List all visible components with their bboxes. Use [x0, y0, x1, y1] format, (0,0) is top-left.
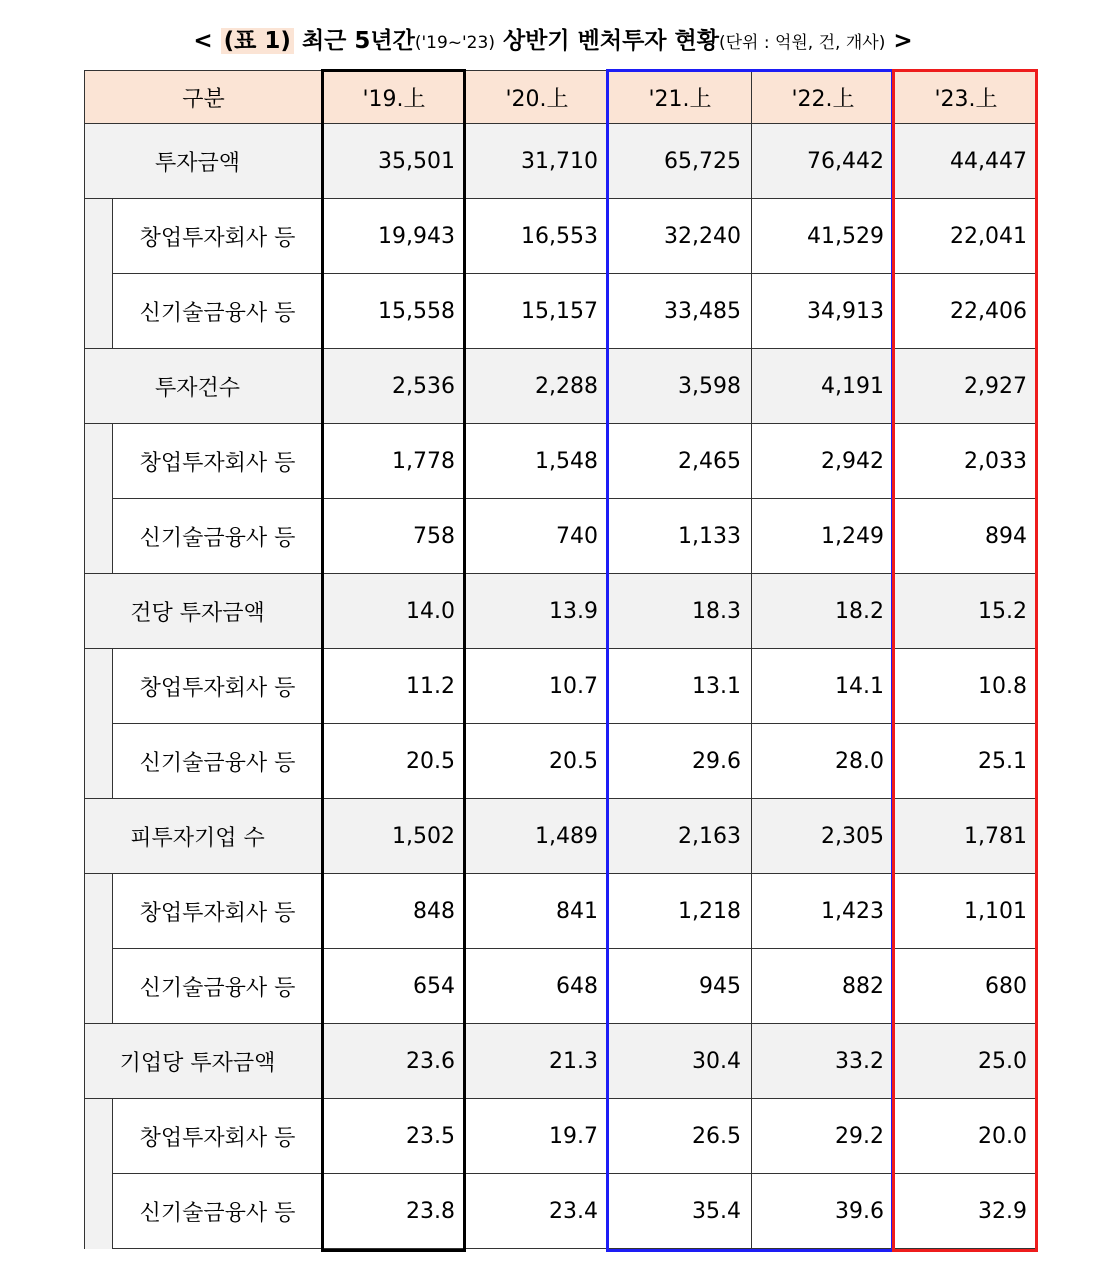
cell-value: 65,725: [609, 124, 752, 199]
cell-value: 1,502: [323, 799, 466, 874]
header-period: '19.上: [323, 71, 466, 124]
cell-value: 20.5: [466, 724, 609, 799]
cell-value: 23.6: [323, 1024, 466, 1099]
cell-value: 23.8: [323, 1174, 466, 1249]
group-label: 기업당 투자금액: [85, 1024, 323, 1099]
cell-value: 894: [895, 499, 1038, 574]
header-period: '23.上: [895, 71, 1038, 124]
cell-value: 29.2: [752, 1099, 895, 1174]
indent-cell: [85, 499, 113, 574]
cell-value: 32,240: [609, 199, 752, 274]
cell-value: 44,447: [895, 124, 1038, 199]
indent-cell: [85, 949, 113, 1024]
cell-value: 1,218: [609, 874, 752, 949]
cell-value: 1,133: [609, 499, 752, 574]
indent-cell: [85, 424, 113, 499]
title-table-tag: (표 1): [221, 28, 294, 54]
table-row-sub: [85, 949, 1038, 1024]
indent-cell: [85, 199, 113, 274]
title-range: ('19~'23): [414, 33, 495, 53]
cell-value: 19,943: [323, 199, 466, 274]
cell-value: 28.0: [752, 724, 895, 799]
title-main-1: 최근 5년간: [301, 28, 415, 54]
cell-value: 1,778: [323, 424, 466, 499]
sub-label: 창업투자회사 등: [113, 874, 323, 949]
indent-cell: [85, 1174, 113, 1249]
indent-cell: [85, 874, 113, 949]
table-row-sub: [85, 1174, 1038, 1249]
table-row-group: [85, 799, 1038, 874]
cell-value: 4,191: [752, 349, 895, 424]
cell-value: 25.0: [895, 1024, 1038, 1099]
cell-value: 14.0: [323, 574, 466, 649]
sub-label: 창업투자회사 등: [113, 424, 323, 499]
table-row-group: [85, 574, 1038, 649]
header-row: [85, 71, 1038, 124]
cell-value: 10.7: [466, 649, 609, 724]
cell-value: 41,529: [752, 199, 895, 274]
cell-value: 39.6: [752, 1174, 895, 1249]
cell-value: 76,442: [752, 124, 895, 199]
cell-value: 16,553: [466, 199, 609, 274]
cell-value: 2,163: [609, 799, 752, 874]
cell-value: 21.3: [466, 1024, 609, 1099]
sub-label: 신기술금융사 등: [113, 274, 323, 349]
cell-value: 1,489: [466, 799, 609, 874]
cell-value: 1,781: [895, 799, 1038, 874]
cell-value: 35.4: [609, 1174, 752, 1249]
table-row-sub: [85, 274, 1038, 349]
table-row-sub: [85, 199, 1038, 274]
sub-label: 신기술금융사 등: [113, 724, 323, 799]
cell-value: 34,913: [752, 274, 895, 349]
cell-value: 1,249: [752, 499, 895, 574]
table-row-group: [85, 1024, 1038, 1099]
cell-value: 3,598: [609, 349, 752, 424]
sub-label: 창업투자회사 등: [113, 199, 323, 274]
table-row-sub: [85, 874, 1038, 949]
cell-value: 2,288: [466, 349, 609, 424]
cell-value: 15,558: [323, 274, 466, 349]
group-label: 건당 투자금액: [85, 574, 323, 649]
table-row-sub: [85, 1099, 1038, 1174]
cell-value: 35,501: [323, 124, 466, 199]
title-open-bracket: <: [193, 28, 213, 54]
cell-value: 2,942: [752, 424, 895, 499]
cell-value: 848: [323, 874, 466, 949]
sub-label: 신기술금융사 등: [113, 499, 323, 574]
cell-value: 25.1: [895, 724, 1038, 799]
cell-value: 2,465: [609, 424, 752, 499]
table-row-group: [85, 124, 1038, 199]
cell-value: 13.9: [466, 574, 609, 649]
indent-cell: [85, 274, 113, 349]
table-row-sub: [85, 424, 1038, 499]
cell-value: 14.1: [752, 649, 895, 724]
sub-label: 창업투자회사 등: [113, 649, 323, 724]
sub-label: 신기술금융사 등: [113, 1174, 323, 1249]
cell-value: 23.4: [466, 1174, 609, 1249]
cell-value: 2,305: [752, 799, 895, 874]
title-main-2: 상반기 벤처투자 현황: [502, 28, 719, 54]
table-container: [84, 70, 1038, 1249]
header-period: '21.上: [609, 71, 752, 124]
cell-value: 26.5: [609, 1099, 752, 1174]
cell-value: 1,423: [752, 874, 895, 949]
cell-value: 11.2: [323, 649, 466, 724]
group-label: 피투자기업 수: [85, 799, 323, 874]
sub-label: 신기술금융사 등: [113, 949, 323, 1024]
cell-value: 2,033: [895, 424, 1038, 499]
cell-value: 882: [752, 949, 895, 1024]
header-period: '20.上: [466, 71, 609, 124]
cell-value: 29.6: [609, 724, 752, 799]
table-row-group: [85, 349, 1038, 424]
table-title: [0, 22, 1106, 55]
cell-value: 1,101: [895, 874, 1038, 949]
title-close-bracket: >: [893, 28, 913, 54]
cell-value: 23.5: [323, 1099, 466, 1174]
cell-value: 32.9: [895, 1174, 1038, 1249]
cell-value: 15.2: [895, 574, 1038, 649]
cell-value: 18.3: [609, 574, 752, 649]
title-unit: (단위 : 억원, 건, 개사): [718, 33, 886, 53]
venture-investment-table: [84, 70, 1038, 1249]
cell-value: 13.1: [609, 649, 752, 724]
cell-value: 758: [323, 499, 466, 574]
indent-cell: [85, 1099, 113, 1174]
cell-value: 19.7: [466, 1099, 609, 1174]
cell-value: 22,041: [895, 199, 1038, 274]
table-row-sub: [85, 649, 1038, 724]
cell-value: 740: [466, 499, 609, 574]
cell-value: 1,548: [466, 424, 609, 499]
group-label: 투자금액: [85, 124, 323, 199]
indent-cell: [85, 649, 113, 724]
header-period: '22.上: [752, 71, 895, 124]
sub-label: 창업투자회사 등: [113, 1099, 323, 1174]
cell-value: 15,157: [466, 274, 609, 349]
cell-value: 20.0: [895, 1099, 1038, 1174]
table-row-sub: [85, 724, 1038, 799]
cell-value: 33,485: [609, 274, 752, 349]
indent-cell: [85, 724, 113, 799]
table-row-sub: [85, 499, 1038, 574]
cell-value: 18.2: [752, 574, 895, 649]
cell-value: 2,927: [895, 349, 1038, 424]
cell-value: 33.2: [752, 1024, 895, 1099]
cell-value: 945: [609, 949, 752, 1024]
group-label: 투자건수: [85, 349, 323, 424]
cell-value: 22,406: [895, 274, 1038, 349]
cell-value: 10.8: [895, 649, 1038, 724]
cell-value: 654: [323, 949, 466, 1024]
cell-value: 648: [466, 949, 609, 1024]
header-category: 구분: [85, 71, 323, 124]
cell-value: 2,536: [323, 349, 466, 424]
cell-value: 680: [895, 949, 1038, 1024]
cell-value: 31,710: [466, 124, 609, 199]
cell-value: 841: [466, 874, 609, 949]
cell-value: 30.4: [609, 1024, 752, 1099]
cell-value: 20.5: [323, 724, 466, 799]
